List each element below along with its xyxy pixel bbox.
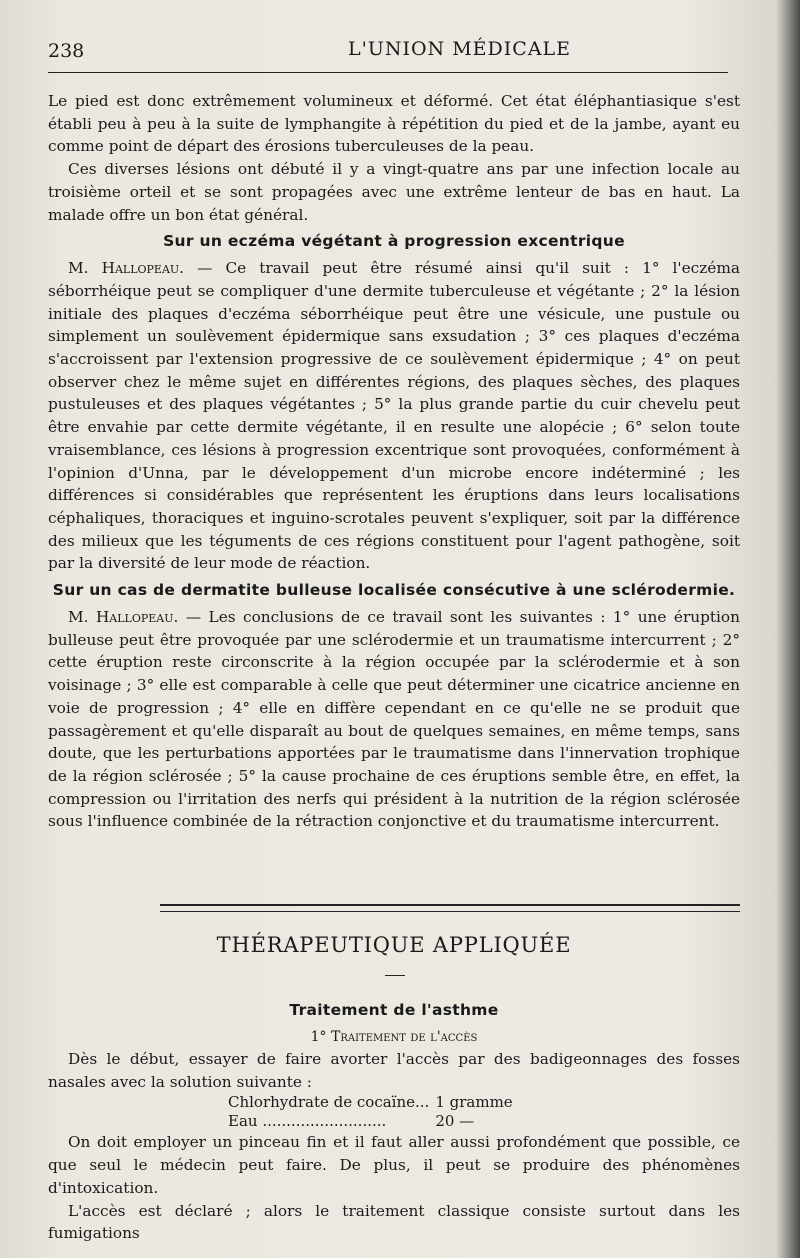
therapeutique-body <box>48 995 740 1245</box>
paragraph-eczema <box>48 257 740 575</box>
heading-eczema: Sur un eczéma végétant à progression excentrique <box>163 232 625 251</box>
formula-row <box>228 1093 519 1112</box>
formula-quantity: 20 — <box>435 1112 475 1131</box>
paragraph-debut: Dès le début, essayer de faire avorter l'accès par des badigeonnages des fosses nasales avec la solution suivante : <box>48 1050 740 1091</box>
paragraph-elephantiasis: Le pied est donc extrêmement volumineux et déformé. Cet état éléphantiasique s'est établi peu à peu à la suite de lymphangite à répétition du pied et de la jambe, ayant eu comme point de départ des érosions tuberculeuses de la peau. <box>48 92 740 156</box>
page-number: 238 <box>48 40 85 62</box>
author-prefix: M. <box>68 259 89 278</box>
paragraph-pinceau: On doit employer un pinceau fin et il faut aller aussi profondément que possible, ce que seul le médecin peut faire. De plus, il peut se produire des phénomènes d'intoxication. <box>48 1133 740 1197</box>
formula-quantity: 1 gramme <box>435 1093 513 1112</box>
author-name: Hallopeau. <box>101 259 185 278</box>
running-title: L'UNION MÉDICALE <box>348 38 572 60</box>
article-body <box>48 90 740 833</box>
formula-ingredient: Chlorhydrate de cocaïne... <box>228 1093 430 1112</box>
paragraph-dermatite-text: — Les conclusions de ce travail sont les suivantes : 1° une éruption bulleuse peut être provoquée par une sclérodermie et un traumatisme intercurrent ; 2° cette éruption reste circonscrite à la région occupée par la sclérodermie et à son voisinage ; 3° elle est comparable à celle que peut déterminer une cicatrice ancienne en voie de progression ; 4° elle en diffère cependant en ce qu'elle ne se produit que passagèrement et qu'elle disparaît au bout de quelques semaines, en même temps, sans doute, que les perturbations apportées par le traumatisme dans l'innervation trophique de la région sclérosée ; 5° la cause prochaine de ces éruptions semble être, en effet, la compression ou l'irritation des nerfs qui président à la nutrition de la région sclérosée sous l'influence combinée de la rétraction conjonctive et du traumatisme intercurrent. <box>48 608 740 831</box>
heading-dermatite: Sur un cas de dermatite bulleuse localisée consécutive à une sclérodermie. <box>52 581 736 600</box>
page-header <box>48 32 728 62</box>
paragraph-dermatite <box>48 606 740 833</box>
title-rule <box>385 975 405 976</box>
author-prefix: M. <box>68 608 89 627</box>
formula-row <box>228 1112 519 1131</box>
heading-asthme: Traitement de l'asthme <box>289 1001 499 1019</box>
section-title: THÉRAPEUTIQUE APPLIQUÉE <box>216 933 572 957</box>
paragraph-eczema-text: — Ce travail peut être résumé ainsi qu'il suit : 1° l'eczéma séborrhéique peut se compliquer d'une dermite tuberculeuse et végétante ; 2° la lésion initiale des plaques d'eczéma séborrhéique peut être une vésicule, une pustule ou simplement un soulèvement épidermique sans exsudation ; 3° ces plaques d'eczéma s'accroissent par l'extension progressive de ce soulèvement épidermique ; 4° on peut observer chez le même sujet en différentes régions, des plaques sèches, des plaques pustuleuses et des plaques végétantes ; 5° la plus grande partie du cuir chevelu peut être envahie par cette dermite végétante, il en resulte une alopécie ; 6° selon toute vraisemblance, ces lésions à progression excentrique sont provoquées, conformément à l'opinion d'Unna, par le développement d'un microbe encore indéterminé ; les différences si considérables que représentent les éruptions dans leurs localisations céphaliques, thoraciques et inguino-scrotales peuvent s'expliquer, soit par la différence des milieux que les téguments de ces régions constituent pour l'agent pathogène, soit par la diversité de leur mode de réaction. <box>48 259 740 573</box>
section-divider <box>160 904 740 912</box>
paragraph-lesions: Ces diverses lésions ont débuté il y a vingt-quatre ans par une infection locale au troisième orteil et se sont propagées avec une extrême lenteur de bas en haut. La malade offre un bon état général. <box>48 160 740 224</box>
prescription-formula <box>228 1093 519 1131</box>
author-name: Hallopeau. <box>95 608 179 627</box>
header-rule <box>48 72 728 73</box>
subheading-acces: 1° Traitement de l'accès <box>310 1029 478 1045</box>
paragraph-acces-declare: L'accès est déclaré ; alors le traitement classique consiste surtout dans les fumigations <box>48 1201 740 1243</box>
formula-ingredient: Eau .......................... <box>228 1112 387 1131</box>
